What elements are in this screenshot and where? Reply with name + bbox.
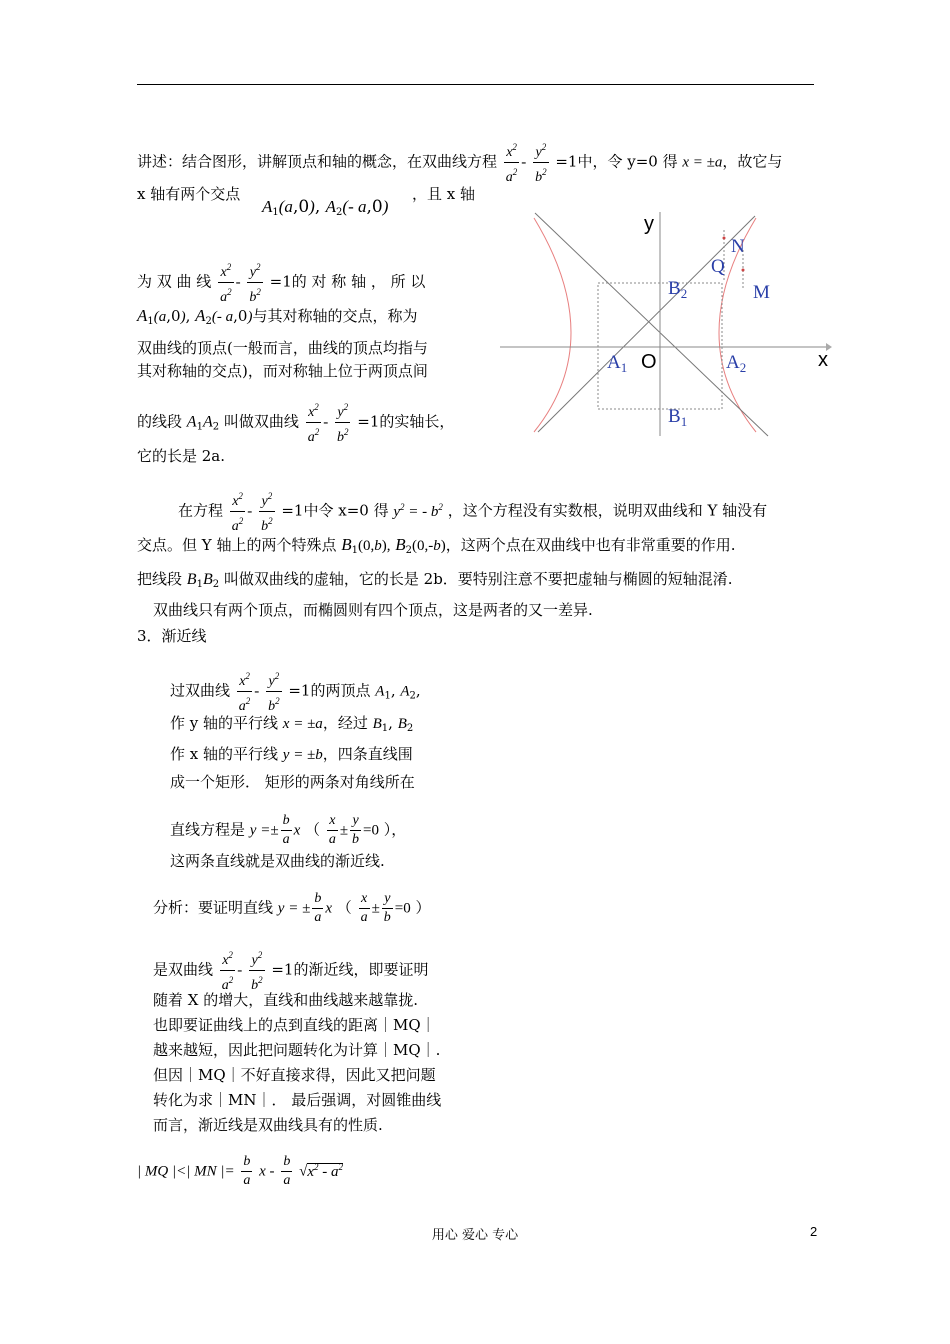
section3-line3: 作 x 轴的平行线 y = ±b，四条直线围 bbox=[170, 745, 413, 763]
para1-line1: 讲述：结合图形，讲解顶点和轴的概念，在双曲线方程 $\frac{x^2}{a^2}$ - $\frac{y^2}{b^2}$ =1中，令 y=0 得 x = ±a，故它与 bbox=[137, 138, 782, 187]
header-rule bbox=[137, 84, 814, 85]
analysis-line7: 转化为求｜MN｜． 最后强调，对圆锥曲线 bbox=[153, 1091, 442, 1109]
para1-line2b: ，且 x 轴 bbox=[412, 185, 475, 203]
axes bbox=[500, 212, 831, 436]
label-M: M bbox=[753, 282, 770, 303]
fraction-x2-a2: $\frac{x^2}{a^2}$ bbox=[504, 138, 520, 187]
para1-line6: 其对称轴的交点)，而对称轴上位于两顶点间 bbox=[137, 362, 428, 380]
label-x: x bbox=[818, 349, 828, 371]
fraction-y2-b2: $\frac{y^2}{b^2}$ bbox=[533, 138, 549, 187]
page-number: 2 bbox=[810, 1224, 818, 1239]
section3-line4: 成一个矩形． 矩形的两条对角线所在 bbox=[170, 773, 415, 791]
para2-line1: 在方程 $\frac{x^2}{a^2}$ - $\frac{y^2}{b^2}$ =1中令 x=0 得 $y^2$ = - $b^2$ ，这个方程没有实数根，说明双曲线和 Y 轴没有 bbox=[178, 487, 767, 536]
analysis-line1: 分析：要证明直线 y = ± $\frac{b}{a}$ x （ $\frac{x}{a}$ ± $\frac{y}{b}$ =0 ） bbox=[153, 891, 431, 925]
left-branch bbox=[534, 218, 571, 432]
para1-line8: 它的长是 2a. bbox=[137, 447, 226, 465]
para2-line3: 把线段 $B_1B_2$ 叫做双曲线的虚轴，它的长是 2b．要特别注意不要把虚轴与椭圆的短轴混淆. bbox=[137, 570, 733, 590]
section3-line1: 过双曲线 $\frac{x^2}{a^2}$ - $\frac{y^2}{b^2}$ =1的两顶点 $A_1$, $A_2$, bbox=[170, 667, 421, 716]
section3-heading: 3．渐近线 bbox=[137, 627, 207, 645]
label-B2: $B_2$ bbox=[668, 278, 688, 301]
label-B1: $B_1$ bbox=[668, 406, 688, 429]
label-A2: $A_2$ bbox=[726, 352, 747, 375]
analysis-line6: 但因｜MQ｜不好直接求得，因此又把问题 bbox=[153, 1066, 436, 1084]
label-N: N bbox=[731, 236, 745, 257]
hyperbola-diagram bbox=[498, 200, 838, 440]
section3-line5: 直线方程是 y =± $\frac{b}{a}$ x （ $\frac{x}{a}$ ± $\frac{y}{b}$ =0 ）， bbox=[170, 813, 407, 847]
para1-line3: 为 双 曲 线 $\frac{x^2}{a^2}$ - $\frac{y^2}{b^2}$ =1的 对 称 轴 ， 所 以 bbox=[137, 258, 425, 307]
analysis-line2: 是双曲线 $\frac{x^2}{a^2}$ - $\frac{y^2}{b^2}$ =1的渐近线，即要证明 bbox=[153, 946, 428, 995]
label-Q: Q bbox=[711, 256, 725, 277]
para1-line4: $A_1(a,0)$, $A_2(-$ a,0)与其对称轴的交点，称为 bbox=[137, 306, 418, 327]
analysis-line3: 随着 X 的增大，直线和曲线越来越靠拢. bbox=[153, 991, 418, 1009]
section3-line2: 作 y 轴的平行线 x = ±a，经过 $B_1$, $B_2$ bbox=[170, 714, 414, 734]
label-y: y bbox=[644, 213, 654, 235]
para2-line4: 双曲线只有两个顶点，而椭圆则有四个顶点，这是两者的又一差异. bbox=[153, 601, 593, 619]
analysis-line8: 而言，渐近线是双曲线具有的性质. bbox=[153, 1116, 383, 1134]
label-A1: $A_1$ bbox=[607, 352, 628, 375]
analysis-line4: 也即要证曲线上的点到直线的距离｜MQ｜ bbox=[153, 1016, 436, 1034]
para1-line7: 的线段 $A_1A_2$ 叫做双曲线 $\frac{x^2}{a^2}$ - $\frac{y^2}{b^2}$ =1的实轴长， bbox=[137, 398, 454, 447]
para2-line2: 交点。但 Y 轴上的两个特殊点 $B_1(0,b)$, $B_2(0,-b)$，这两个点在双曲线中也有非常重要的作用. bbox=[137, 535, 736, 556]
label-origin: O bbox=[641, 351, 657, 373]
vertices-formula: $A_1(a,0)$, $A_2(-$ a,0) bbox=[262, 197, 389, 218]
section3-line6: 这两条直线就是双曲线的渐近线. bbox=[170, 852, 385, 870]
footer-text: 用心 爱心 专心 bbox=[431, 1228, 519, 1243]
para1-line5: 双曲线的顶点(一般而言，曲线的顶点均指与 bbox=[137, 339, 428, 357]
para1-line2: x 轴有两个交点 bbox=[137, 185, 241, 203]
analysis-formula: | MQ |<| MN |= $\frac{b}{a}$ x - $\frac{b}{a}$ $√x^2 - a^2$ bbox=[137, 1154, 344, 1188]
analysis-line5: 越来越短，因此把问题转化为计算｜MQ｜. bbox=[153, 1041, 441, 1059]
